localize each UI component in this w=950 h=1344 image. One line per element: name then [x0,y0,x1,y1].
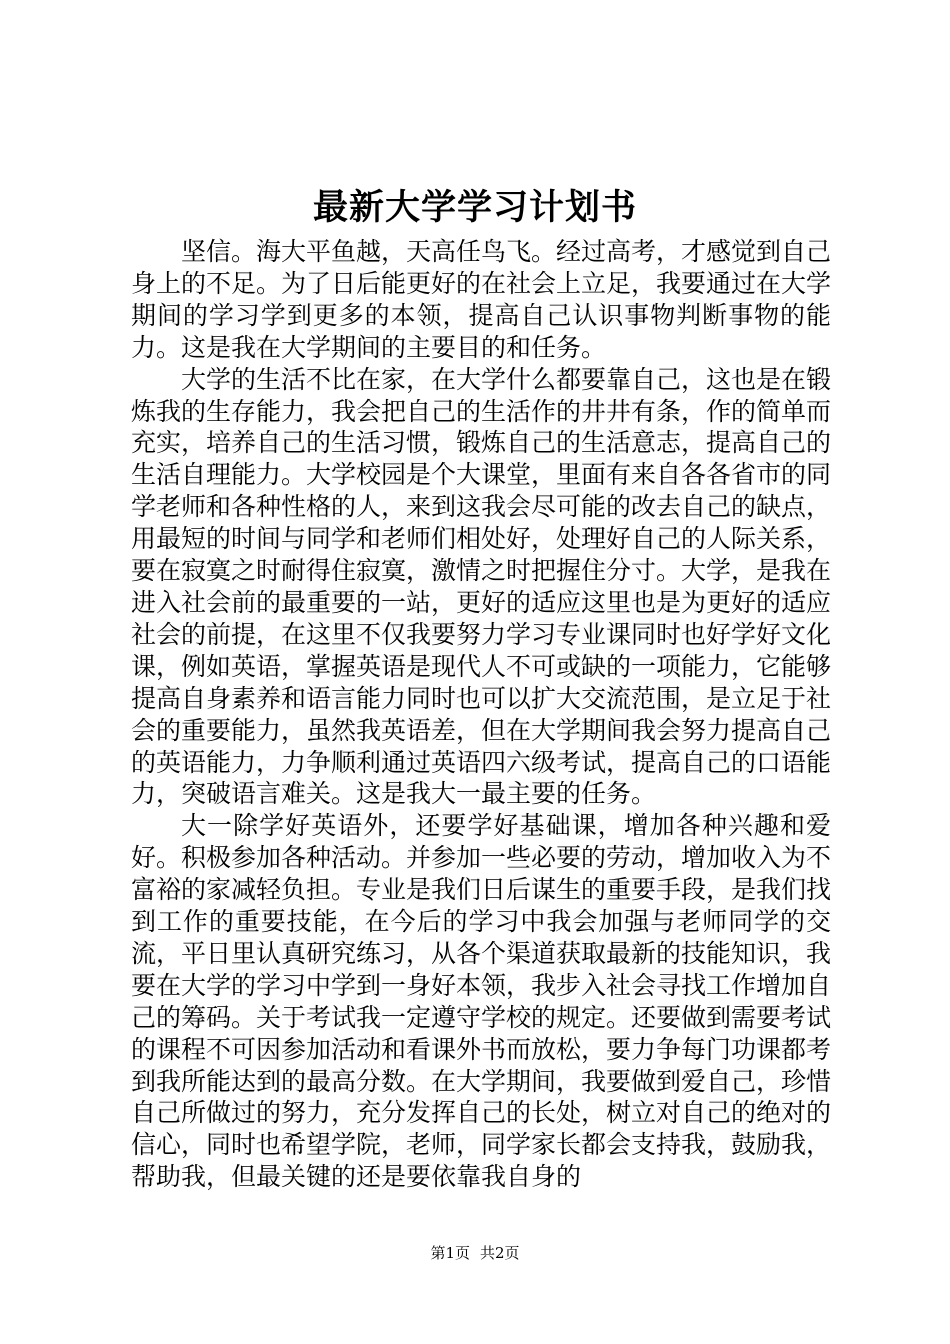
page-footer [0,1243,950,1263]
paragraph-1: 坚信。海大平鱼越，天高任鸟飞。经过高考，才感觉到自己身上的不足。为了日后能更好的在社会上立足，我要通过在大学期间的学习学到更多的本领，提高自己认识事物判断事物的能力。这是我在大学期间的主要目的和任务。 [131,237,832,362]
page-number-total: 共2页 [480,1244,520,1262]
document-title: 最新大学学习计划书 [312,187,637,228]
paragraph-3: 大一除学好英语外，还要学好基础课，增加各种兴趣和爱好。积极参加各种活动。并参加一些必要的劳动，增加收入为不富裕的家减轻负担。专业是我们日后谋生的重要手段，是我们找到工作的重要技能，在今后的学习中我会加强与老师同学的交流，平日里认真研究练习，从各个渠道获取最新的技能知识，我要在大学的学习中学到一身好本领，我步入社会寻找工作增加自己的筹码。关于考试我一定遵守学校的规定。还要做到需要考试的课程不可因参加活动和看课外书而放松，要力争每门功课都考到我所能达到的最高分数。在大学期间，我要做到爱自己，珍惜自己所做过的努力，充分发挥自己的长处，树立对自己的绝对的信心，同时也希望学院，老师，同学家长都会支持我，鼓励我，帮助我，但最关键的还是要依靠我自身的 [131,811,832,1192]
document-body [131,236,831,1193]
page-number-current: 第1页 [430,1244,470,1262]
paragraph-2: 大学的生活不比在家，在大学什么都要靠自己，这也是在锻炼我的生存能力，我会把自己的生活作的井井有条，作的简单而充实，培养自己的生活习惯，锻炼自己的生活意志，提高自己的生活自理能力。大学校园是个大课堂，里面有来自各各省市的同学老师和各种性格的人，来到这我会尽可能的改去自己的缺点，用最短的时间与同学和老师们相处好，处理好自己的人际关系，要在寂寞之时耐得住寂寞，激情之时把握住分寸。大学，是我在进入社会前的最重要的一站，更好的适应这里也是为更好的适应社会的前提，在这里不仅我要努力学习专业课同时也好学好文化课，例如英语，掌握英语是现代人不可或缺的一项能力，它能够提高自身素养和语言能力同时也可以扩大交流范围，是立足于社会的重要能力，虽然我英语差，但在大学期间我会努力提高自己的英语能力，力争顺利通过英语四六级考试，提高自己的口语能力，突破语言难关。这是我大一最主要的任务。 [131,364,832,809]
